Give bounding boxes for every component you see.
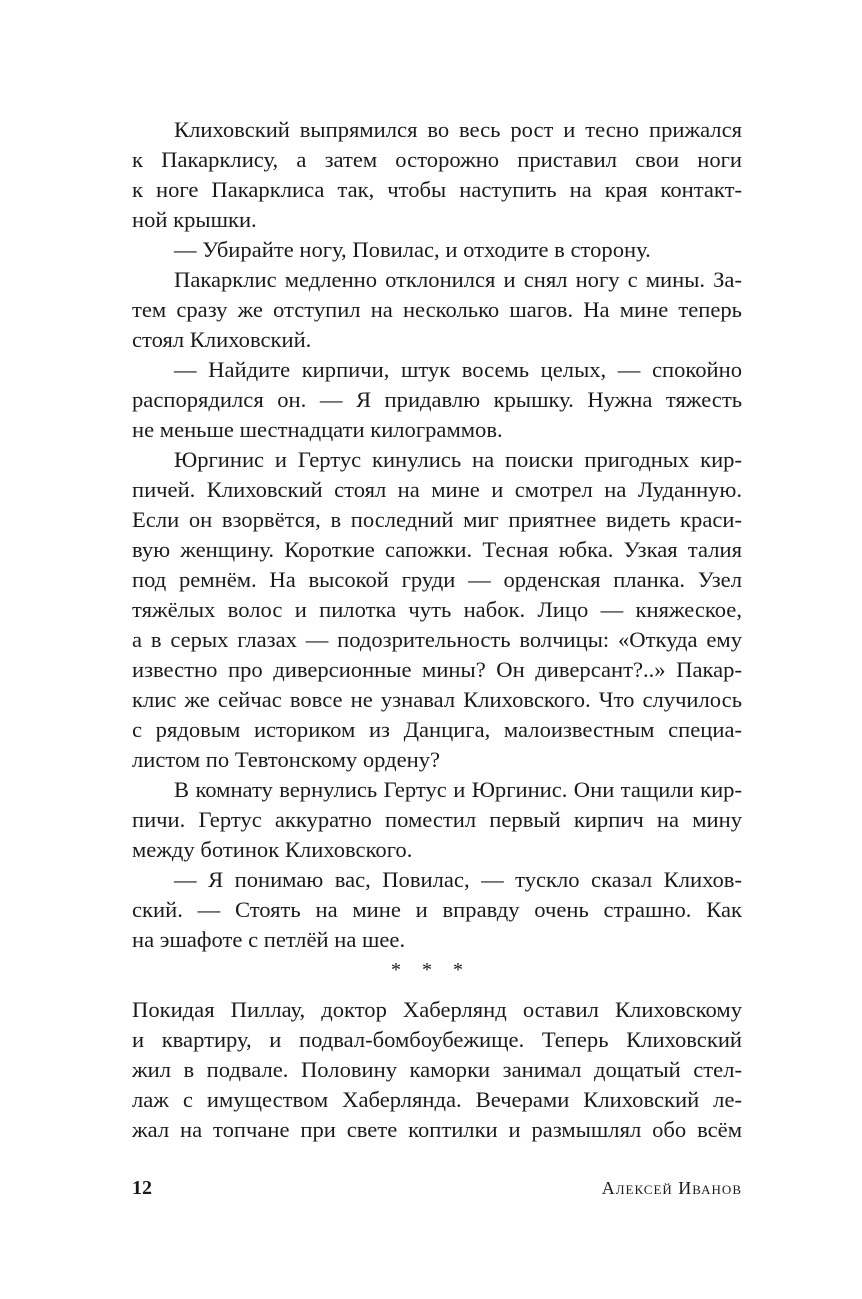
text-line: вую женщину. Короткие сапожки. Тесная юбка. Узкая талия: [132, 537, 742, 562]
text-line: лаж с имуществом Хаберлянда. Вечерами Клиховский ле-: [132, 1087, 742, 1112]
text-line: тем сразу же отступил на несколько шагов. На мине теперь: [132, 297, 742, 322]
text-line: пичи. Гертус аккуратно поместил первый кирпич на мину: [132, 807, 742, 832]
text-line: тяжёлых волос и пилотка чуть набок. Лицо — княжеское,: [132, 597, 742, 622]
section-separator: * * *: [391, 959, 471, 981]
text-line: между ботинок Клиховского.: [132, 837, 413, 862]
text-line: на эшафоте с петлёй на шее.: [132, 927, 406, 952]
text-line: известно про диверсионные мины? Он диверсант?..» Пакар-: [132, 657, 742, 682]
text-line: Юргинис и Гертус кинулись на поиски пригодных кир-: [174, 447, 742, 472]
text-line: Пакарклис медленно отклонился и снял ногу с мины. За-: [174, 267, 742, 292]
text-line: под ремнём. На высокой груди — орденская планка. Узел: [132, 567, 742, 592]
text-line: с рядовым историком из Данцига, малоизвестным специа-: [132, 717, 742, 742]
page-number: 12: [132, 1177, 152, 1199]
text-line: а в серых глазах — подозрительность волчицы: «Откуда ему: [132, 627, 742, 652]
text-line: распорядился он. — Я придавлю крышку. Нужна тяжесть: [132, 387, 742, 412]
text-line: клис же сейчас вовсе не узнавал Клиховского. Что случилось: [132, 687, 742, 712]
text-line: не меньше шестнадцати килограммов.: [132, 417, 503, 442]
text-line: Клиховский выпрямился во весь рост и тесно прижался: [174, 117, 742, 142]
text-line: Если он взорвётся, в последний миг приятнее видеть краси-: [132, 507, 742, 532]
text-line: к ноге Пакарклиса так, чтобы наступить на края контакт-: [132, 177, 742, 202]
text-line: листом по Тевтонскому ордену?: [132, 747, 441, 772]
text-line: жал на топчане при свете коптилки и размышлял обо всём: [132, 1117, 742, 1142]
text-line: ной крышки.: [132, 207, 257, 232]
text-line: к Пакарклису, а затем осторожно приставил свои ноги: [132, 147, 742, 172]
text-line: и квартиру, и подвал-бомбоубежище. Теперь Клиховский: [132, 1027, 742, 1052]
running-head: Алексей Иванов: [601, 1178, 742, 1198]
text-line: Покидая Пиллау, доктор Хаберлянд оставил Клиховскому: [132, 997, 742, 1022]
text-line: стоял Клиховский.: [132, 327, 312, 352]
text-line: — Я понимаю вас, Повилас, — тускло сказал Клихов-: [174, 867, 742, 892]
text-line: — Найдите кирпичи, штук восемь целых, — спокойно: [174, 357, 742, 382]
text-line: ский. — Стоять на мине и вправду очень страшно. Как: [132, 897, 742, 922]
text-line: — Убирайте ногу, Повилас, и отходите в сторону.: [174, 237, 651, 262]
text-line: В комнату вернулись Гертус и Юргинис. Они тащили кир-: [174, 777, 742, 802]
text-line: жил в подвале. Половину каморки занимал дощатый стел-: [132, 1057, 742, 1082]
text-line: пичей. Клиховский стоял на мине и смотрел на Луданную.: [132, 477, 742, 502]
